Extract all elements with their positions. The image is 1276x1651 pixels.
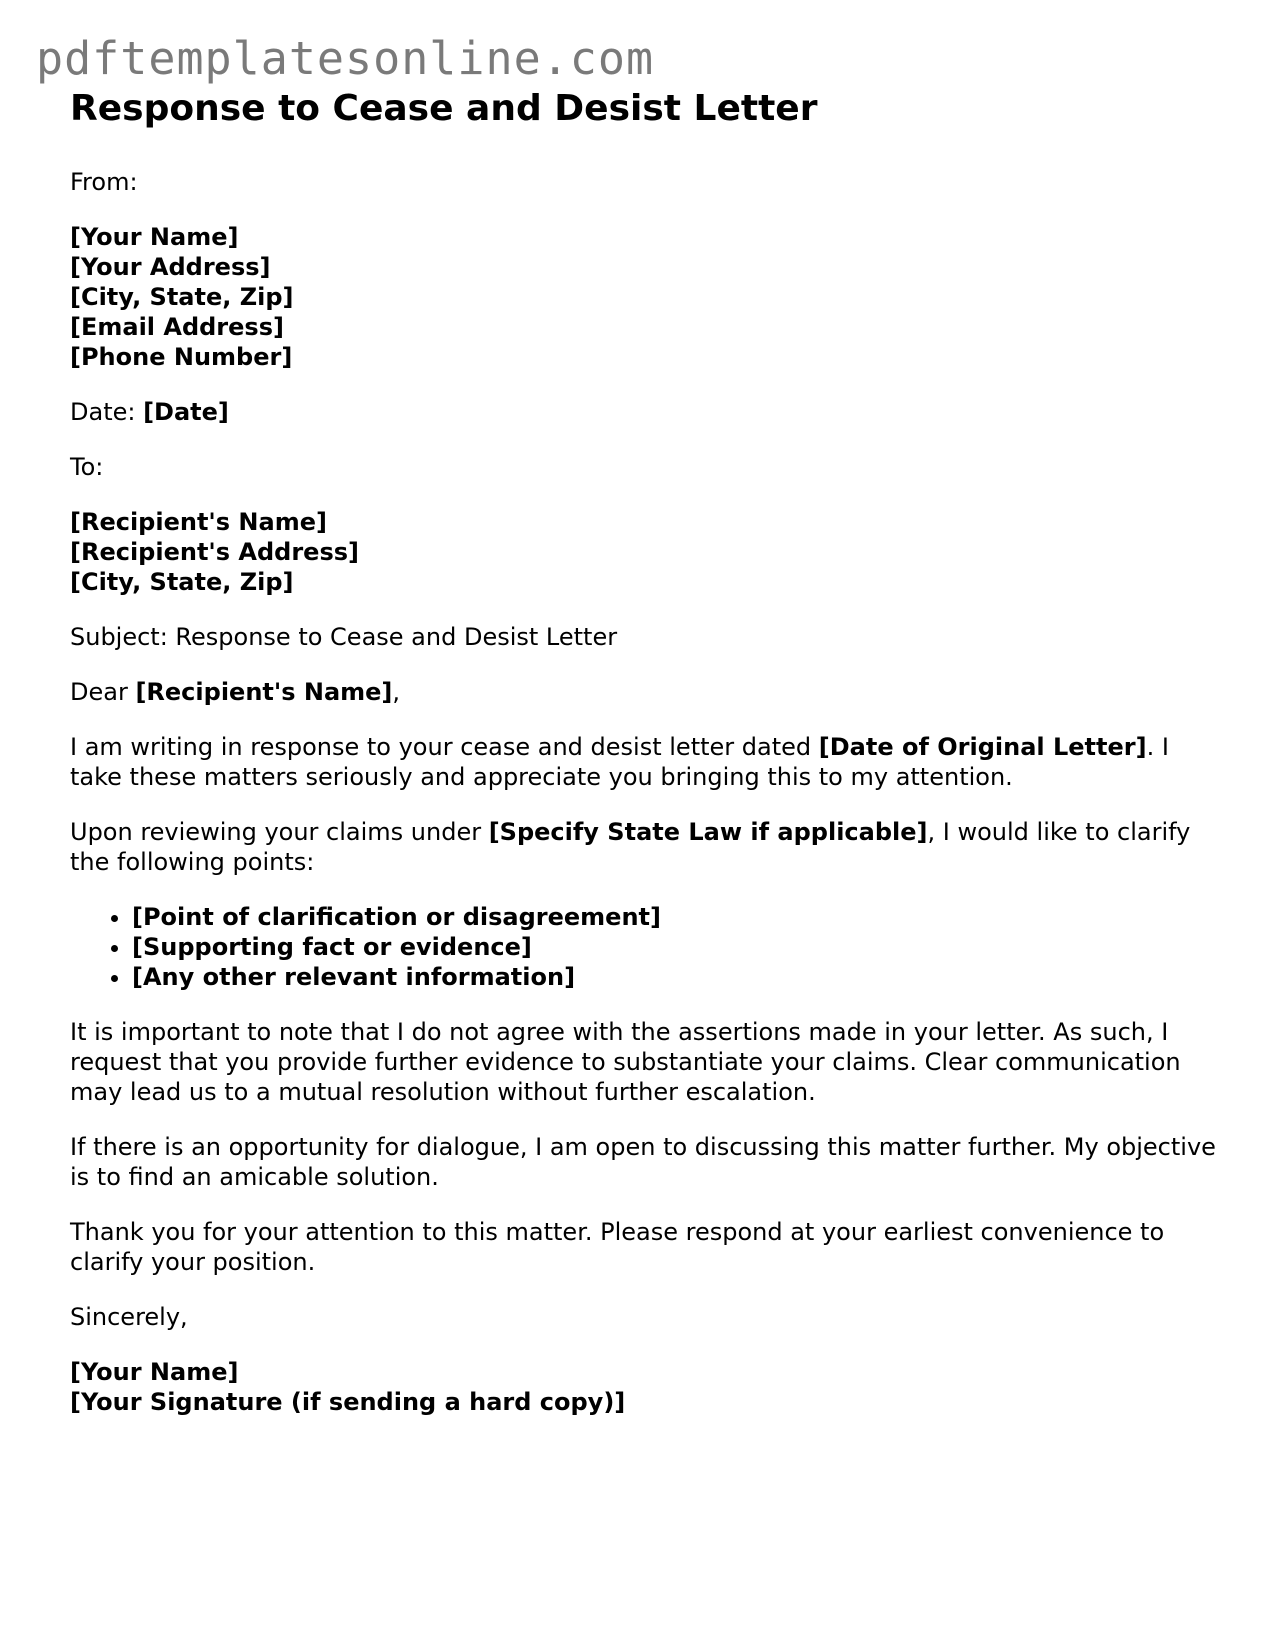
page-title: Response to Cease and Desist Letter	[70, 88, 818, 129]
list-item: • [Any other relevant information]	[132, 962, 1220, 992]
signature-block	[70, 1357, 1220, 1417]
signer-name: [Your Name]	[70, 1358, 239, 1386]
paragraph-disagreement: It is important to note that I do not agree with the assertions made in your letter. As such, I request that you provide further evidence to substantiate your claims. Clear communication may lead us to a mutual resolution without further escalation.	[70, 1018, 1181, 1106]
sender-phone: [Phone Number]	[70, 343, 293, 371]
date-value: [Date]	[143, 398, 229, 426]
from-label: From:	[70, 168, 138, 196]
to-label: To:	[70, 453, 104, 481]
clarification-points-list	[70, 902, 1220, 992]
recipient-address: [Recipient's Address]	[70, 538, 359, 566]
paragraph-claims	[70, 817, 1220, 877]
paragraph-intro-text-2: . I take these matters seriously and appreciate you bringing this to my attention.	[70, 733, 1169, 791]
watermark: pdftemplatesonline.com	[36, 32, 655, 85]
salutation-prefix: Dear	[70, 678, 136, 706]
paragraph-intro-text-1: I am writing in response to your cease and desist letter dated	[70, 733, 819, 761]
original-letter-date: [Date of Original Letter]	[818, 733, 1147, 761]
date-label: Date:	[70, 398, 144, 426]
recipient-city-state-zip: [City, State, Zip]	[70, 568, 294, 596]
signature-line: [Your Signature (if sending a hard copy)]	[70, 1388, 626, 1416]
salutation	[70, 677, 1220, 707]
salutation-suffix: ,	[392, 678, 401, 706]
letter-body	[70, 86, 1220, 1442]
date-line	[70, 397, 1220, 427]
salutation-name: [Recipient's Name]	[135, 678, 393, 706]
sender-city-state-zip: [City, State, Zip]	[70, 283, 294, 311]
recipient-address-block	[70, 507, 1220, 597]
sender-address: [Your Address]	[70, 253, 271, 281]
paragraph-claims-text-1: Upon reviewing your claims under	[70, 818, 489, 846]
state-law: [Specify State Law if applicable]	[488, 818, 928, 846]
paragraph-intro	[70, 732, 1220, 792]
paragraph-thanks: Thank you for your attention to this matter. Please respond at your earliest convenience to clarify your position.	[70, 1218, 1165, 1276]
subject-line: Subject: Response to Cease and Desist Letter	[70, 623, 618, 651]
list-item: • [Point of clarification or disagreement]	[132, 902, 1220, 932]
sender-name: [Your Name]	[70, 223, 239, 251]
sender-address-block	[70, 222, 1220, 372]
paragraph-dialogue: If there is an opportunity for dialogue, I am open to discussing this matter further. My objective is to find an amicable solution.	[70, 1133, 1216, 1191]
sender-email: [Email Address]	[70, 313, 284, 341]
list-item: • [Supporting fact or evidence]	[132, 932, 1220, 962]
recipient-name: [Recipient's Name]	[70, 508, 327, 536]
paragraph-claims-text-2: , I would like to clarify the following points:	[70, 818, 1191, 876]
closing: Sincerely,	[70, 1303, 188, 1331]
